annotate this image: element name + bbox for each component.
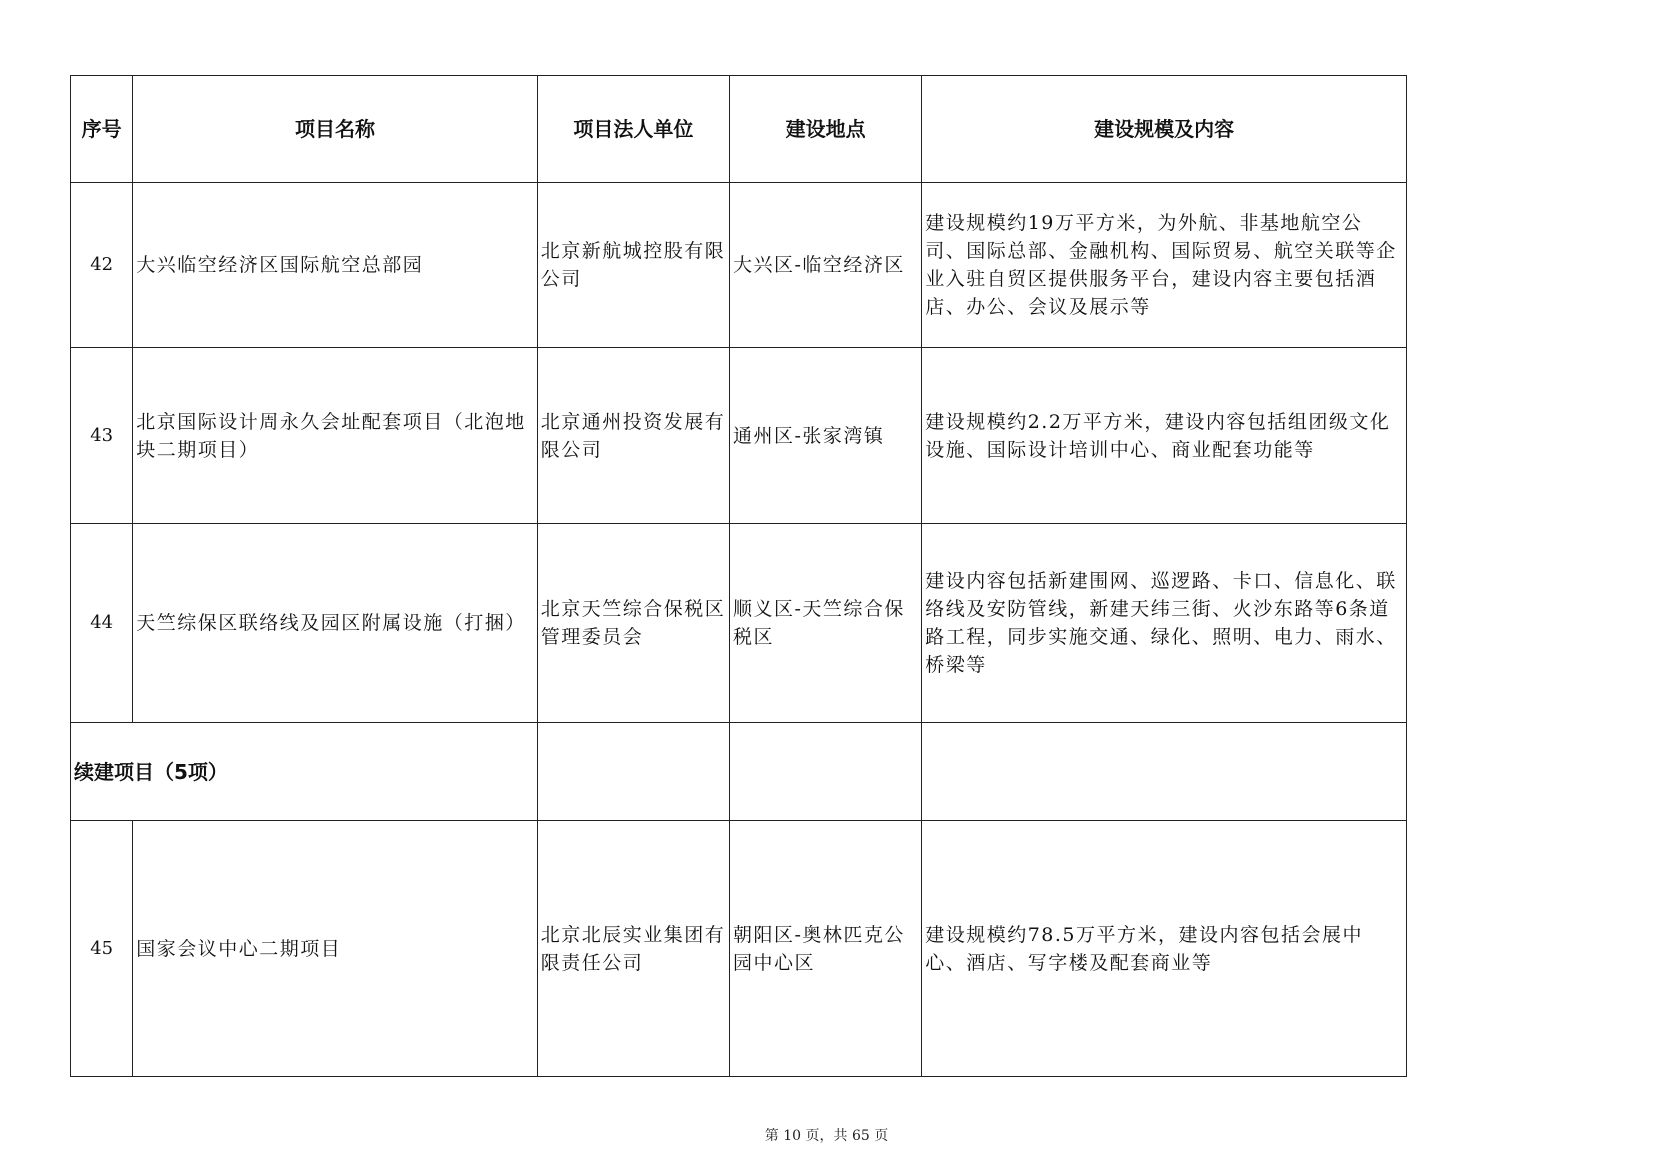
section-row bbox=[71, 723, 1407, 821]
table-row bbox=[71, 821, 1407, 1077]
header-name: 项目名称 bbox=[133, 76, 537, 183]
row-no: 42 bbox=[71, 183, 133, 348]
section-title: 续建项目（5项） bbox=[71, 723, 538, 821]
section-empty-cell bbox=[922, 723, 1407, 821]
row-unit: 北京通州投资发展有限公司 bbox=[537, 348, 729, 524]
row-location: 大兴区-临空经济区 bbox=[729, 183, 921, 348]
header-content: 建设规模及内容 bbox=[922, 76, 1407, 183]
row-name: 北京国际设计周永久会址配套项目（北泡地块二期项目） bbox=[133, 348, 537, 524]
table-header-row bbox=[71, 76, 1407, 183]
row-location: 顺义区-天竺综合保税区 bbox=[729, 524, 921, 723]
table-row bbox=[71, 348, 1407, 524]
row-name: 天竺综保区联络线及园区附属设施（打捆） bbox=[133, 524, 537, 723]
row-unit: 北京天竺综合保税区管理委员会 bbox=[537, 524, 729, 723]
header-unit: 项目法人单位 bbox=[537, 76, 729, 183]
row-content: 建设规模约2.2万平方米，建设内容包括组团级文化设施、国际设计培训中心、商业配套功能等 bbox=[922, 348, 1407, 524]
row-no: 45 bbox=[71, 821, 133, 1077]
table-row bbox=[71, 524, 1407, 723]
project-table bbox=[70, 75, 1407, 1077]
row-location: 通州区-张家湾镇 bbox=[729, 348, 921, 524]
row-unit: 北京新航城控股有限公司 bbox=[537, 183, 729, 348]
row-content: 建设规模约78.5万平方米，建设内容包括会展中心、酒店、写字楼及配套商业等 bbox=[922, 821, 1407, 1077]
row-content: 建设内容包括新建围网、巡逻路、卡口、信息化、联络线及安防管线，新建天纬三街、火沙东路等6条道路工程，同步实施交通、绿化、照明、电力、雨水、桥梁等 bbox=[922, 524, 1407, 723]
table-row bbox=[71, 183, 1407, 348]
row-content: 建设规模约19万平方米，为外航、非基地航空公司、国际总部、金融机构、国际贸易、航空关联等企业入驻自贸区提供服务平台，建设内容主要包括酒店、办公、会议及展示等 bbox=[922, 183, 1407, 348]
row-unit: 北京北辰实业集团有限责任公司 bbox=[537, 821, 729, 1077]
row-no: 43 bbox=[71, 348, 133, 524]
row-name: 国家会议中心二期项目 bbox=[133, 821, 537, 1077]
row-name: 大兴临空经济区国际航空总部园 bbox=[133, 183, 537, 348]
header-location: 建设地点 bbox=[729, 76, 921, 183]
row-location: 朝阳区-奥林匹克公园中心区 bbox=[729, 821, 921, 1077]
section-empty-cell bbox=[537, 723, 729, 821]
row-no: 44 bbox=[71, 524, 133, 723]
section-empty-cell bbox=[729, 723, 921, 821]
header-no: 序号 bbox=[71, 76, 133, 183]
page-footer: 第 10 页，共 65 页 bbox=[764, 1128, 889, 1144]
